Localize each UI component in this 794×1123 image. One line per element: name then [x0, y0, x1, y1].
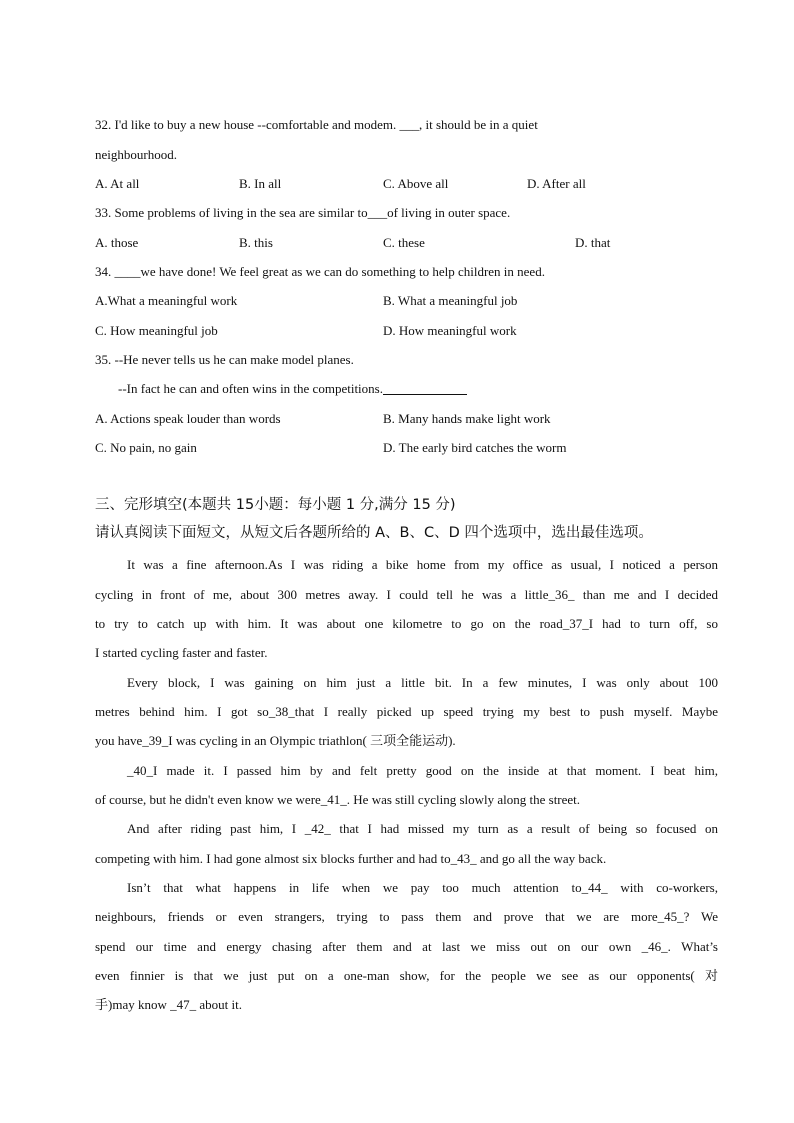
q35-stem: 35. --He never tells us he can make model planes. — [95, 352, 354, 367]
q32-stem-continued: neighbourhood. — [95, 147, 177, 162]
section-heading: 三、完形填空(本题共 15小题：每小题 1 分,满分 15 分) — [95, 497, 456, 513]
passage-line: And after riding past him, I _42_ that I had missed my turn as a result of being so focused on — [127, 821, 718, 836]
q35-reply-text: --In fact he can and often wins in the competitions. — [118, 381, 383, 396]
passage-line: of course, but he didn't even know we were_41_. He was still cycling slowly along the street. — [95, 792, 581, 807]
passage-line: Isn’t that what happens in life when we pay too much attention to_44_ with co-workers, — [127, 880, 718, 895]
passage-line: even finnier is that we just put on a one-man show, for the people we see as our opponents( 对 — [95, 968, 718, 983]
q33-stem: 33. Some problems of living in the sea are similar to___of living in outer space. — [95, 205, 511, 220]
passage-line: spend our time and energy chasing after them and at last we miss out on our own _46_. What’s — [95, 939, 718, 954]
q35-option-a: A. Actions speak louder than words — [95, 411, 281, 426]
passage-line: I started cycling faster and faster. — [95, 645, 268, 660]
passage-line: neighbours, friends or even strangers, trying to pass them and prove that we are more_45_? We — [95, 909, 718, 924]
passage-line: metres behind him. I got so_38_that I really picked up speed trying my best to push myself. Maybe — [95, 704, 718, 719]
q33-option-a: A. those — [95, 235, 139, 250]
q32-stem: 32. I'd like to buy a new house --comfortable and modem. ___, it should be in a quiet — [95, 117, 538, 132]
q32-option-d: D. After all — [527, 176, 586, 191]
q34-stem: 34. ____we have done! We feel great as we can do something to help children in need. — [95, 264, 545, 279]
q34-option-b: B. What a meaningful job — [383, 293, 518, 308]
passage-line: _40_I made it. I passed him by and felt pretty good on the inside at that moment. I beat him, — [127, 763, 718, 778]
passage-line: competing with him. I had gone almost six blocks further and had to_43_ and go all the way back. — [95, 851, 607, 866]
passage-line: cycling in front of me, about 300 metres away. I could tell he was a little_36_ than me and I decided — [95, 587, 718, 602]
q35-dialogue-reply — [118, 380, 743, 398]
q32-option-b: B. In all — [239, 176, 282, 191]
passage-line: It was a fine afternoon.As I was riding a bike home from my office as usual, I noticed a person — [127, 557, 718, 572]
q33-option-c: C. these — [383, 235, 425, 250]
q35-option-d: D. The early bird catches the worm — [383, 440, 567, 455]
q32-option-c: C. Above all — [383, 176, 449, 191]
section-instruction: 请认真阅读下面短文，从短文后各题所给的 A、B、C、D 四个选项中，选出最佳选项。 — [95, 525, 653, 541]
q32-option-a: A. At all — [95, 176, 140, 191]
q34-option-c: C. How meaningful job — [95, 323, 218, 338]
passage-line: 手)may know _47_ about it. — [95, 997, 242, 1012]
passage-line: Every block, I was gaining on him just a little bit. In a few minutes, I was only about 100 — [127, 675, 718, 690]
q34-option-a: A.What a meaningful work — [95, 293, 238, 308]
q35-option-b: B. Many hands make light work — [383, 411, 551, 426]
passage-line: to try to catch up with him. It was about one kilometre to go on the road_37_I had to turn off, so — [95, 616, 718, 631]
q33-option-d: D. that — [575, 235, 611, 250]
answer-blank — [383, 382, 467, 395]
q35-option-c: C. No pain, no gain — [95, 440, 197, 455]
q34-option-d: D. How meaningful work — [383, 323, 517, 338]
q33-option-b: B. this — [239, 235, 273, 250]
passage-line: you have_39_I was cycling in an Olympic triathlon( 三项全能运动). — [95, 733, 456, 748]
